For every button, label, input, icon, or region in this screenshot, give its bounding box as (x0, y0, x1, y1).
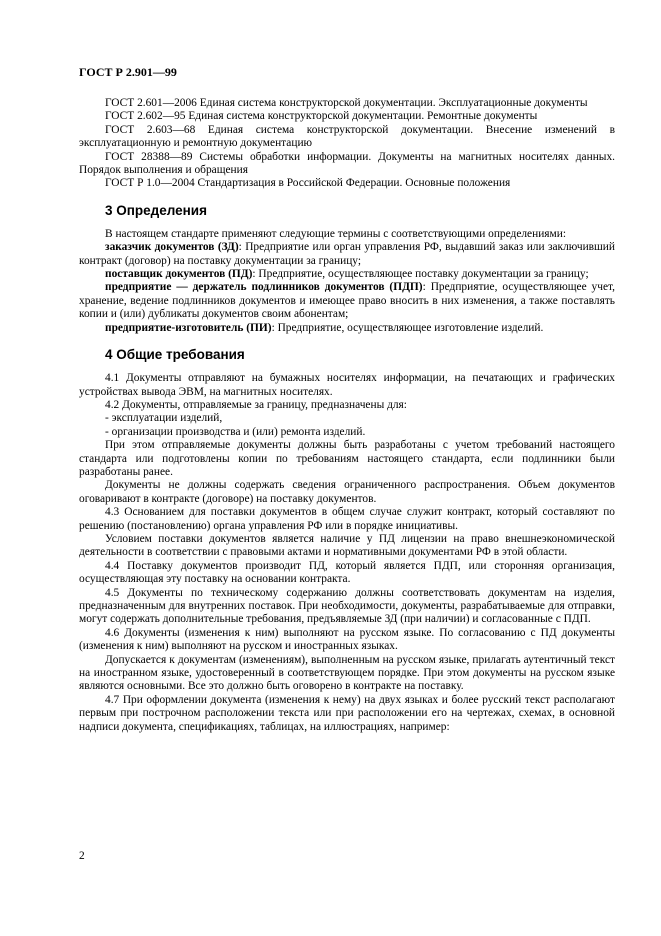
clause-4-6: 4.6 Документы (изменения к ним) выполняют на русском языке. По согласованию с ПД документы (изменения к ним) выполняют на русском и иностранных языках. (79, 626, 615, 653)
definition (79, 281, 615, 321)
reference-list (79, 97, 615, 191)
list-item: - организации производства и (или) ремонта изделий. (105, 425, 366, 438)
clause-4-1: 4.1 Документы отправляют на бумажных носителях информации, на печатающих и графических устройствах вывода ЭВМ, на магнитных носителях. (79, 372, 615, 398)
standard-header: ГОСТ Р 2.901—99 (79, 65, 177, 79)
definition (79, 268, 615, 281)
page-content (79, 97, 615, 734)
definition (79, 322, 615, 335)
clause-4-7: 4.7 При оформлении документа (изменения к нему) на двух языках и более русский текст располагают первым при построчном расположении текста или при расположении его на чертежах, схемах, в основной надписи документа, спецификациях, таблицах, на иллюстрациях, например: (79, 693, 615, 733)
clause-4-2-paragraph: При этом отправляемые документы должны быть разработаны с учетом требований настоящего стандарта или подготовлены копии по требованиям настоящего стандарта, если подлинники были разработаны ранее. (79, 439, 615, 478)
definition-text: : Предприятие, осуществляющее учет, хранение, ведение подлинников документов и имеющее право вносить в них изменения, а также поставлять копии и (или) дубликаты документов своим абонентам; (79, 281, 615, 321)
clause-4-2: 4.2 Документы, отправляемые за границу, предназначены для: (105, 398, 407, 411)
section-3-title: 3 Определения (105, 202, 207, 218)
definition-term: заказчик документов (ЗД) (105, 241, 239, 254)
definition-text: : Предприятие или орган управления РФ, выдавший заказ или заключивший контракт (договор) на поставку документации за границу; (79, 241, 615, 267)
clause-4-3: 4.3 Основанием для поставки документов в общем случае служит контракт, который составляют по решению (постановлению) органа управления РФ или в порядке инициативы. (79, 506, 615, 532)
reference-item: ГОСТ 2.601—2006 Единая система конструкторской документации. Эксплуатационные документы (105, 97, 588, 109)
clause-4-4: 4.4 Поставку документов производит ПД, который является ПДП, или сторонняя организация, осуществляющая эту поставку на основании контракта. (79, 559, 615, 586)
clause-4-3-paragraph: Условием поставки документов является наличие у ПД лицензии на право внешнеэкономической деятельности в соответствии с правовыми актами и нормативными документами РФ в этой области. (79, 532, 615, 559)
reference-item: ГОСТ 2.602—95 Единая система конструкторской документации. Ремонтные документы (105, 110, 538, 123)
definition-text: : Предприятие, осуществляющее поставку документации за границу; (252, 268, 589, 281)
definition-text: : Предприятие, осуществляющее изготовление изделий. (271, 321, 544, 334)
section-3-intro: В настоящем стандарте применяют следующие термины с соответствующими определениями: (105, 227, 567, 240)
section-4-title: 4 Общие требования (105, 347, 245, 363)
definition-term: поставщик документов (ПД) (105, 268, 253, 281)
page-number: 2 (79, 850, 85, 862)
clause-4-6-paragraph: Допускается к документам (изменениям), выполненным на русском языке, прилагать аутентичный текст на иностранном языке, удостоверенный в соответствующем порядке. При этом документы на русском языке являются основными. Все это должно быть оговорено в контракте на поставку. (79, 653, 615, 693)
list-item: - эксплуатации изделий, (105, 412, 223, 425)
reference-item: ГОСТ 28388—89 Системы обработки информации. Документы на магнитных носителях данных. Порядок выполнения и обращения (79, 150, 615, 177)
definition-term: предприятие — держатель подлинников документов (ПДП) (105, 281, 423, 294)
reference-item: ГОСТ 2.603—68 Единая система конструкторской документации. Внесение изменений в эксплуатационную и ремонтную документацию (79, 123, 615, 150)
reference-item: ГОСТ Р 1.0—2004 Стандартизация в Российской Федерации. Основные положения (105, 177, 511, 190)
definition (79, 241, 615, 268)
clause-4-2-paragraph: Документы не должны содержать сведения ограниченного распространения. Объем документов оговаривают в контракте (договоре) на поставку документов. (79, 479, 615, 505)
clause-4-5: 4.5 Документы по техническому содержанию должны соответствовать документам на изделия, предназначенным для внутренних поставок. При необходимости, документы, разрабатываемые для отправки, могут содержать дополнительные требования, предъявляемые ЗД (при наличии) и согласованные с ПДП. (79, 586, 615, 626)
definition-term: предприятие-изготовитель (ПИ) (105, 321, 272, 334)
